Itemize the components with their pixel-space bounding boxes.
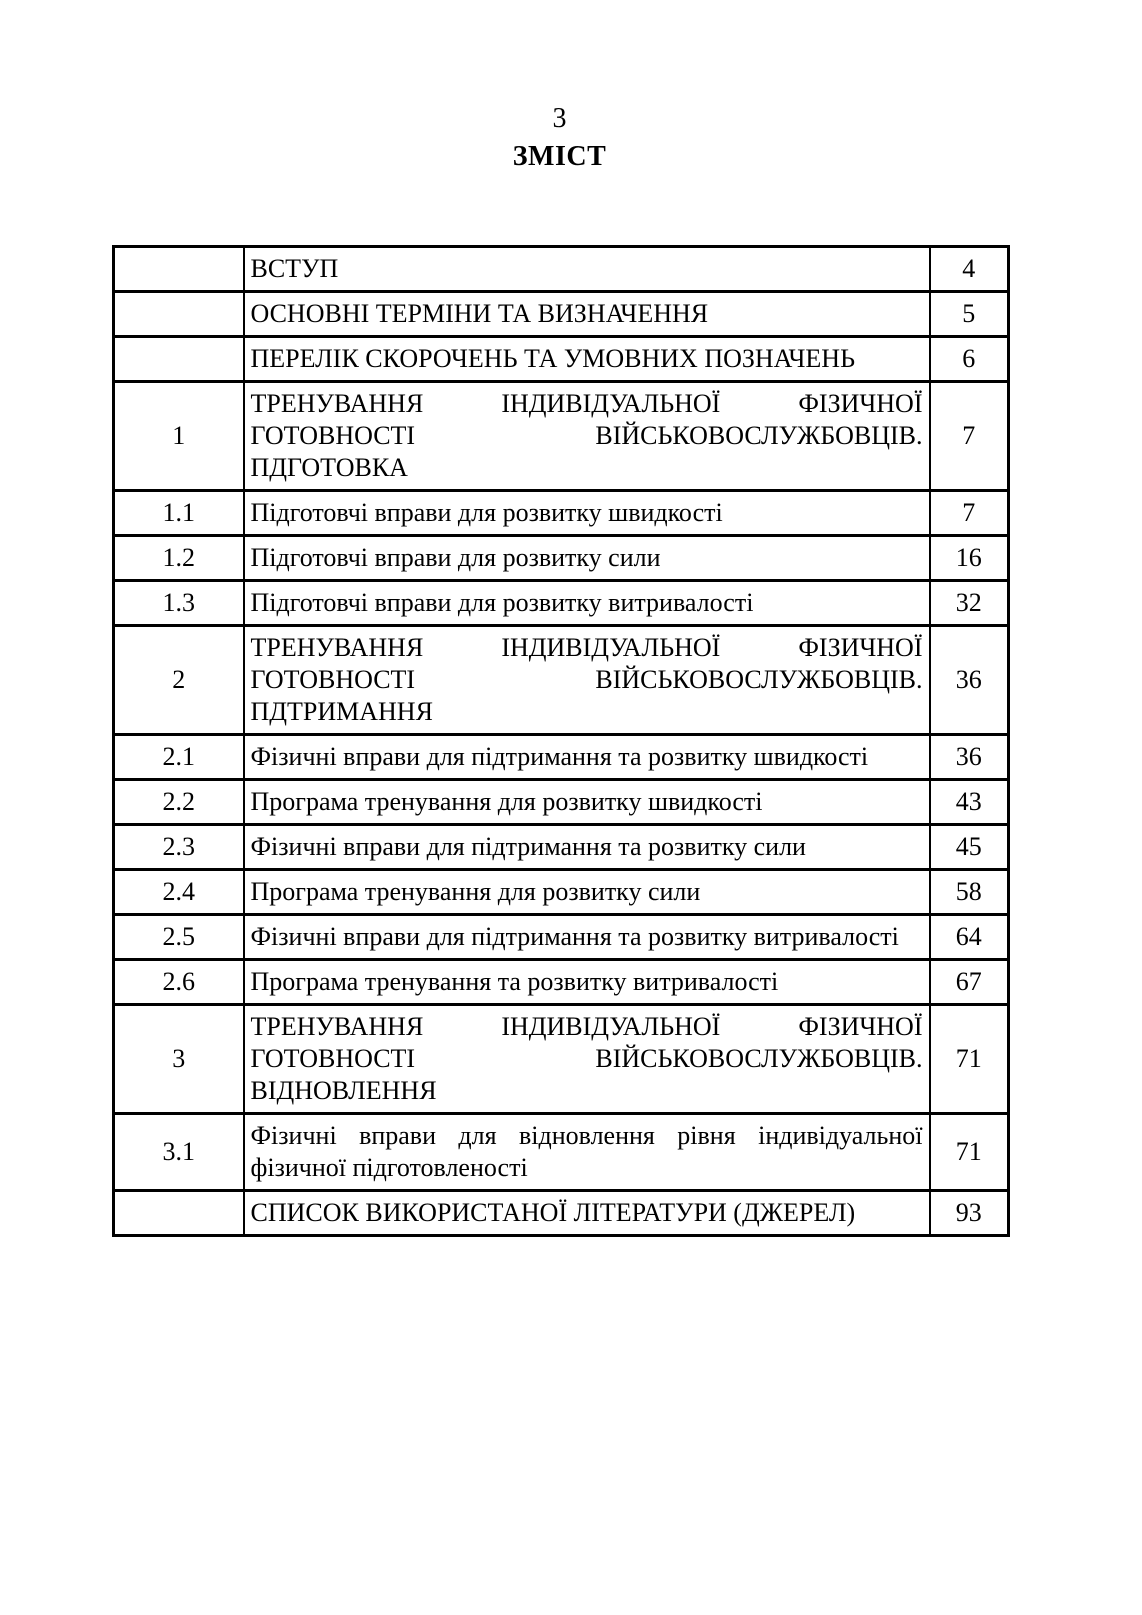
page-reference: 45 (930, 825, 1009, 870)
section-title (244, 626, 930, 735)
page-reference: 7 (930, 491, 1009, 536)
section-number (114, 1191, 244, 1236)
section-number: 2.3 (114, 825, 244, 870)
page-reference: 58 (930, 870, 1009, 915)
section-title-line: фізичної підготовленості (250, 1153, 528, 1182)
section-title: Підготовчі вправи для розвитку швидкості (244, 491, 930, 536)
page-reference: 43 (930, 780, 1009, 825)
section-number: 2.5 (114, 915, 244, 960)
toc-row (114, 536, 1009, 581)
section-title-line: ГОТОВНОСТІ ВІЙСЬКОВОСЛУЖБОВЦІВ. (250, 421, 923, 450)
toc-row (114, 626, 1009, 735)
toc-row (114, 735, 1009, 780)
page-reference: 7 (930, 382, 1009, 491)
section-title-line: ГОТОВНОСТІ ВІЙСЬКОВОСЛУЖБОВЦІВ. (250, 665, 923, 694)
section-title (244, 1114, 930, 1191)
toc-row (114, 247, 1009, 292)
section-number: 2 (114, 626, 244, 735)
section-number: 1 (114, 382, 244, 491)
section-number: 2.4 (114, 870, 244, 915)
section-title: Програма тренування та розвитку витривалості (244, 960, 930, 1005)
page-reference: 71 (930, 1005, 1009, 1114)
page-reference: 6 (930, 337, 1009, 382)
page-reference: 36 (930, 626, 1009, 735)
section-title: ОСНОВНІ ТЕРМІНИ ТА ВИЗНАЧЕННЯ (244, 292, 930, 337)
toc-row (114, 915, 1009, 960)
toc-row (114, 825, 1009, 870)
section-title-line: ВІДНОВЛЕННЯ (250, 1076, 437, 1105)
page-title: ЗМІСТ (512, 141, 607, 172)
toc-row (114, 1191, 1009, 1236)
toc-row (114, 491, 1009, 536)
toc-row (114, 382, 1009, 491)
section-title: Програма тренування для розвитку сили (244, 870, 930, 915)
section-title (244, 382, 930, 491)
section-number (114, 337, 244, 382)
page-number: 3 (552, 103, 567, 134)
section-title: Програма тренування для розвитку швидкості (244, 780, 930, 825)
toc-table (112, 245, 1010, 1237)
section-title: Фізичні вправи для підтримання та розвитку швидкості (244, 735, 930, 780)
page-reference: 71 (930, 1114, 1009, 1191)
page-reference: 16 (930, 536, 1009, 581)
section-number: 3.1 (114, 1114, 244, 1191)
section-number (114, 247, 244, 292)
section-title-line: Фізичні вправи для відновлення рівня індивідуальної (250, 1121, 923, 1150)
section-number: 2.6 (114, 960, 244, 1005)
toc-row (114, 960, 1009, 1005)
toc-row (114, 780, 1009, 825)
section-number (114, 292, 244, 337)
section-title: ВСТУП (244, 247, 930, 292)
section-title-line: ТРЕНУВАННЯ ІНДИВІДУАЛЬНОЇ ФІЗИЧНОЇ (250, 389, 923, 418)
toc-table-body (114, 247, 1009, 1236)
page-reference: 5 (930, 292, 1009, 337)
section-number: 1.3 (114, 581, 244, 626)
section-title-line: ПДГОТОВКА (250, 453, 408, 482)
toc-row (114, 870, 1009, 915)
section-title-line: ПДТРИМАННЯ (250, 697, 433, 726)
section-title (244, 1005, 930, 1114)
section-title: Фізичні вправи для підтримання та розвитку сили (244, 825, 930, 870)
page-reference: 36 (930, 735, 1009, 780)
page-reference: 67 (930, 960, 1009, 1005)
toc-row (114, 337, 1009, 382)
toc-row (114, 1005, 1009, 1114)
page-reference: 32 (930, 581, 1009, 626)
toc-row (114, 581, 1009, 626)
section-title: ПЕРЕЛІК СКОРОЧЕНЬ ТА УМОВНИХ ПОЗНАЧЕНЬ (244, 337, 930, 382)
page-reference: 64 (930, 915, 1009, 960)
page-reference: 93 (930, 1191, 1009, 1236)
toc-row (114, 1114, 1009, 1191)
section-number: 1.1 (114, 491, 244, 536)
toc-row (114, 292, 1009, 337)
section-number: 2.1 (114, 735, 244, 780)
section-title-line: ТРЕНУВАННЯ ІНДИВІДУАЛЬНОЇ ФІЗИЧНОЇ (250, 633, 923, 662)
section-title: Фізичні вправи для підтримання та розвитку витривалості (244, 915, 930, 960)
section-title: СПИСОК ВИКОРИСТАНОЇ ЛІТЕРАТУРИ (ДЖЕРЕЛ) (244, 1191, 930, 1236)
page-reference: 4 (930, 247, 1009, 292)
section-number: 1.2 (114, 536, 244, 581)
section-title-line: ГОТОВНОСТІ ВІЙСЬКОВОСЛУЖБОВЦІВ. (250, 1044, 923, 1073)
section-title: Підготовчі вправи для розвитку сили (244, 536, 930, 581)
section-number: 3 (114, 1005, 244, 1114)
section-number: 2.2 (114, 780, 244, 825)
section-title-line: ТРЕНУВАННЯ ІНДИВІДУАЛЬНОЇ ФІЗИЧНОЇ (250, 1012, 923, 1041)
section-title: Підготовчі вправи для розвитку витривалості (244, 581, 930, 626)
